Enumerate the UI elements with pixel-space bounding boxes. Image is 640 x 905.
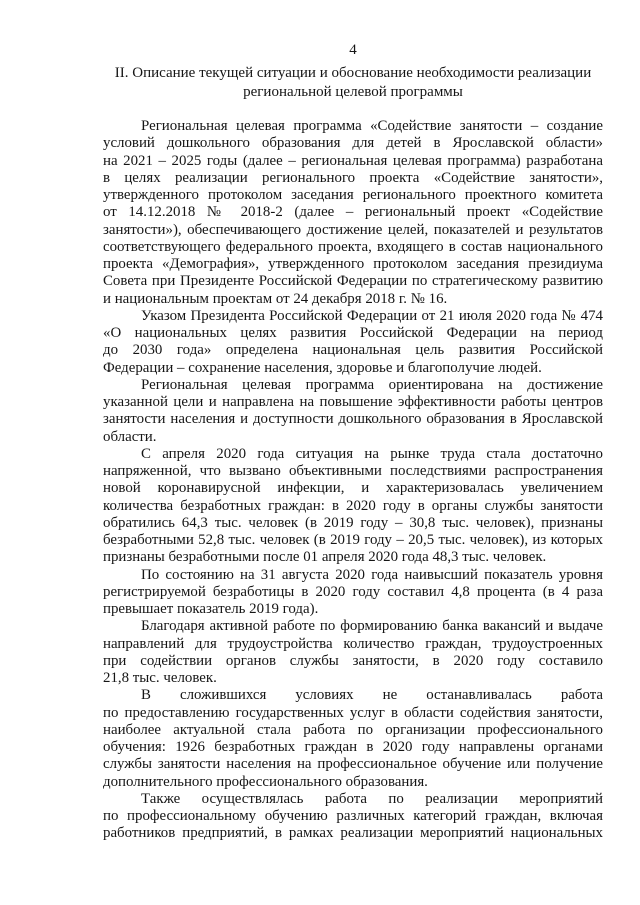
heading-line: региональной целевой программы [243, 83, 463, 100]
text-line: в целях реализации регионального проекта «Содействие занятости», [103, 169, 603, 186]
paragraph-program-overview [103, 118, 603, 308]
paragraph-training-activities [103, 791, 603, 843]
text-line: от 14.12.2018 № 2018-2 (далее – региональный проект «Содействие [103, 204, 603, 221]
text-line: дополнительного профессионального образования. [103, 773, 428, 790]
paragraph-job-placement [103, 618, 603, 687]
section-heading [103, 64, 603, 101]
text-line: С апреля 2020 года ситуация на рынке труда стала достаточно [141, 445, 603, 462]
text-line: направлений для трудоустройства количество граждан, трудоустроенных [103, 635, 603, 652]
paragraph-unemployment-rate [103, 567, 603, 619]
text-line: при содействии органов службы занятости, в 2020 году составило [103, 652, 603, 669]
text-line: количества безработных граждан: в 2020 году в органы службы занятости [103, 497, 603, 514]
text-line: обратились 64,3 тыс. человек (в 2019 году – 30,8 тыс. человек), признаны [103, 514, 603, 531]
text-line: утвержденного протоколом заседания регионального проектного комитета [103, 187, 603, 203]
text-line: службы занятости населения на профессиональное обучение или получение [103, 756, 603, 773]
page-number: 4 [349, 42, 357, 58]
text-line: По состоянию на 31 августа 2020 года наивысший показатель уровня [141, 566, 603, 583]
text-line: безработными 52,8 тыс. человек (в 2019 году – 20,5 тыс. человек), из которых [103, 532, 603, 548]
text-line: указанной цели и направлена на повышение эффективности работы центров [103, 394, 603, 410]
paragraph-labor-market [103, 446, 603, 567]
heading-line: II. Описание текущей ситуации и обоснование необходимости реализации [114, 65, 592, 81]
text-line: работников предприятий, в рамках реализации мероприятий национальных [103, 825, 603, 842]
text-line: Также осуществлялась работа по реализации мероприятий [141, 790, 603, 807]
text-line: соответствующего федерального проекта, входящего в состав национального [103, 238, 603, 255]
text-line: Региональная целевая программа «Содействие занятости – создание [141, 118, 603, 134]
text-line: 21,8 тыс. человек. [103, 670, 217, 686]
text-line: обучения: 1926 безработных граждан в 2020 году направлены органами [103, 739, 603, 755]
text-line: Совета при Президенте Российской Федерации по стратегическому развитию [103, 273, 603, 290]
text-line: и национальным проектам от 24 декабря 2018 г. № 16. [103, 290, 448, 307]
text-line: проекта «Демография», утвержденного протоколом заседания президиума [103, 256, 603, 272]
text-line: превышает показатель 2019 года). [103, 601, 319, 617]
text-line: Федерации – сохранение населения, здоровье и благополучие людей. [103, 359, 542, 376]
text-line: В сложившихся условиях не останавливалась работа [141, 687, 603, 704]
text-line: занятости населения и доступности дошкольного образования в Ярославской [103, 411, 603, 428]
text-line: на 2021 – 2025 годы (далее – региональная целевая программа) разработана [103, 152, 603, 169]
text-line: по предоставлению государственных услуг в области содействия занятости, [103, 704, 603, 721]
paragraph-presidential-decree [103, 308, 603, 377]
text-line: новой коронавирусной инфекции, и характеризовалась увеличением [103, 480, 603, 497]
text-line: Региональная целевая программа ориентирована на достижение [141, 376, 603, 393]
text-line: Указом Президента Российской Федерации от 21 июля 2020 года № 474 [141, 307, 603, 324]
text-line: признаны безработными после 01 апреля 2020 года 48,3 тыс. человек. [103, 549, 547, 566]
text-line: Благодаря активной работе по формированию банка вакансий и выдаче [141, 618, 603, 635]
text-line: наиболее актуальной стала работа по организации профессионального [103, 721, 603, 738]
text-line: регистрируемой безработицы в 2020 году составил 4,8 процента (в 4 раза [103, 583, 603, 600]
document-body [103, 118, 603, 843]
text-line: по профессиональному обучению различных категорий граждан, включая [103, 808, 603, 824]
paragraph-vocational-training [103, 687, 603, 791]
text-line: до 2030 года» определена национальная цель развития Российской [103, 342, 603, 359]
text-line: «О национальных целях развития Российской Федерации на период [103, 325, 603, 341]
text-line: условий дошкольного образования для детей в Ярославской области» [103, 135, 603, 152]
text-line: области. [103, 428, 157, 445]
text-line: занятости»), обеспечивающего достижение целей, показателей и результатов [103, 221, 603, 238]
paragraph-program-goal [103, 377, 603, 446]
text-line: напряженной, что вызвано объективными последствиями распространения [103, 463, 603, 479]
